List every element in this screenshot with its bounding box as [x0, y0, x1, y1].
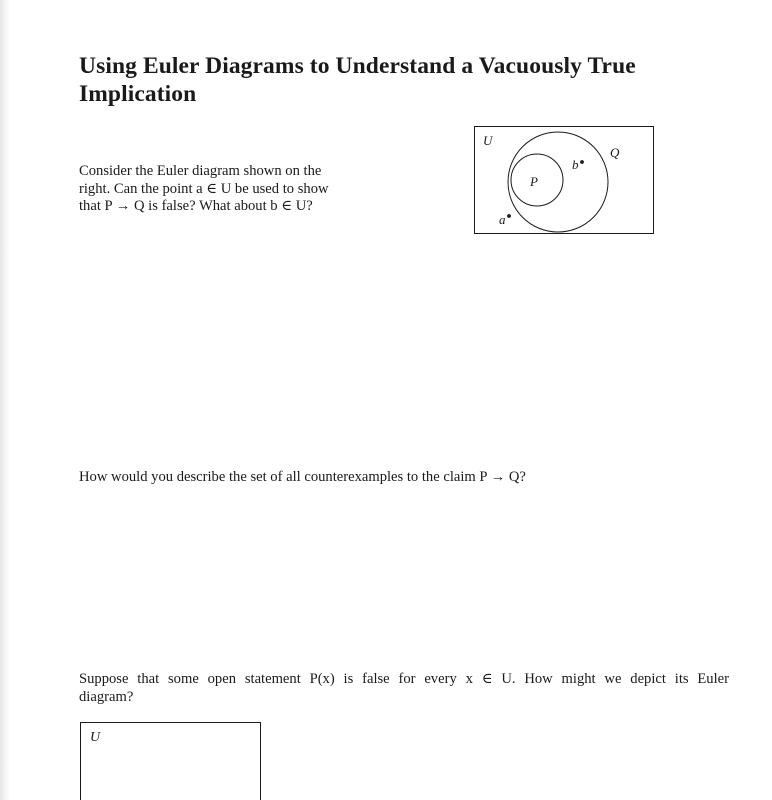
question-3: [79, 671, 729, 706]
euler-diagram: [474, 126, 654, 234]
universe-label: U: [483, 133, 493, 148]
blank-universe-label: U: [90, 730, 101, 745]
set-p-label: P: [530, 174, 538, 189]
blank-euler-diagram: [80, 722, 261, 800]
question-1-line-1: Consider the Euler diagram shown on the: [79, 163, 322, 179]
question-1-line-2: right. Can the point a ∈ U be used to show: [79, 180, 329, 197]
document-page: [10, 0, 772, 800]
point-b-dot: [580, 160, 584, 164]
point-b-label: b: [572, 157, 579, 172]
set-q-circle: [508, 132, 608, 232]
question-2: How would you describe the set of all counterexamples to the claim P → Q?: [79, 469, 526, 485]
question-1-line-3: that P → Q is false? What about b ∈ U?: [79, 198, 313, 214]
question-3-line-1: Suppose that some open statement P(x) is false for every x ∈ U. How might we depict its Euler: [79, 671, 729, 687]
viewer-left-edge: [0, 0, 10, 800]
point-a-label: a: [499, 212, 506, 227]
page-title: Using Euler Diagrams to Understand a Vacuously True Implication: [79, 53, 636, 107]
point-a-dot: [507, 214, 511, 218]
question-1: [79, 163, 379, 216]
question-3-line-2: diagram?: [79, 688, 134, 705]
set-q-label: Q: [610, 145, 620, 160]
